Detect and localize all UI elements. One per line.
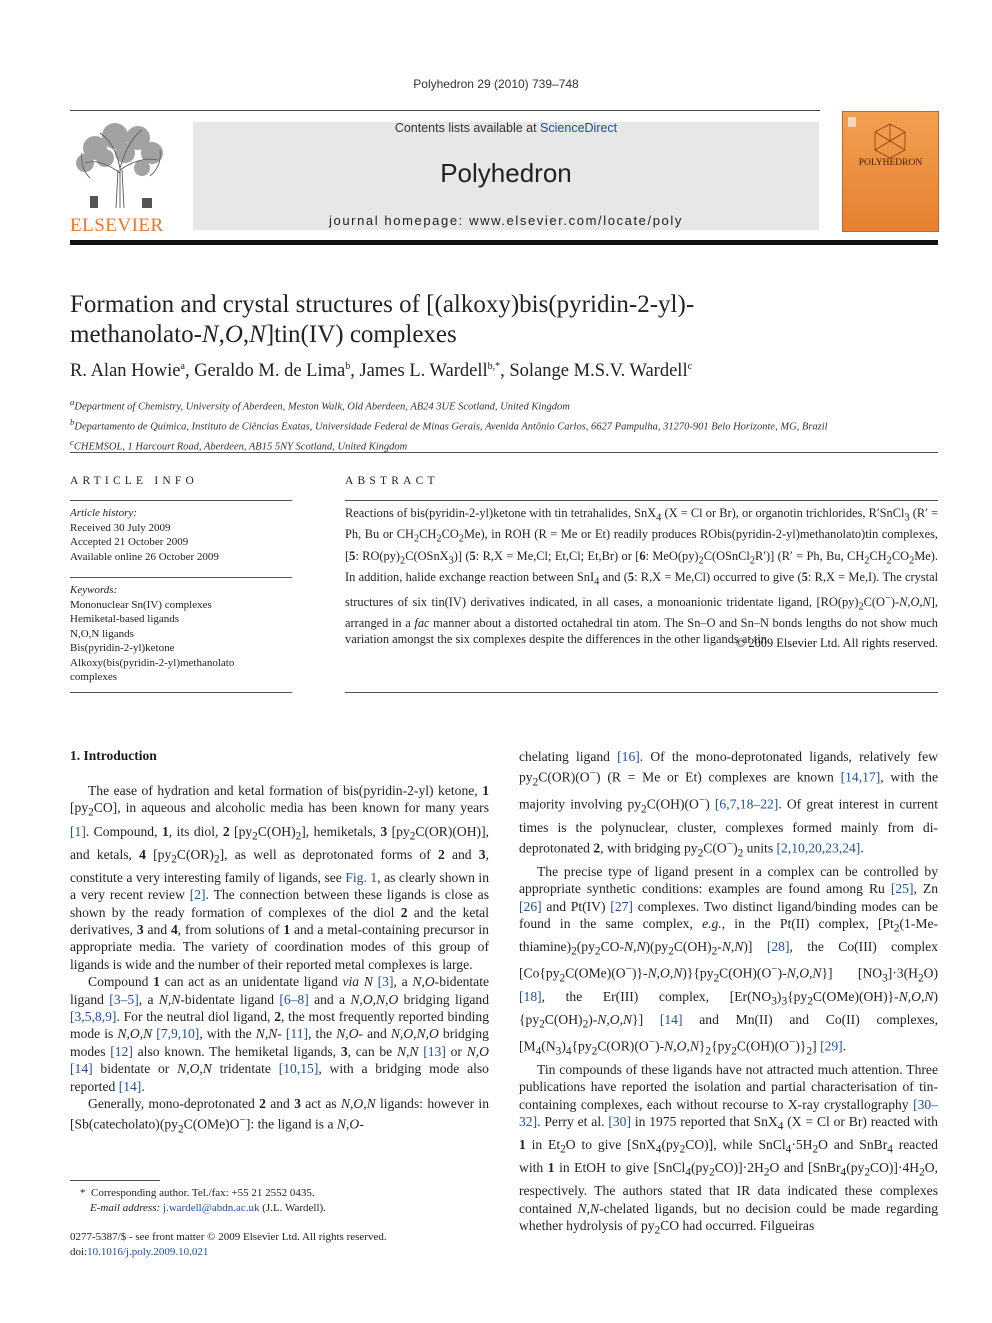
abstract-bottom-rule	[345, 692, 938, 693]
citation-link[interactable]: [28]	[766, 939, 790, 955]
citation-link[interactable]: [3–5]	[109, 991, 139, 1007]
citation-link[interactable]: [25]	[890, 881, 914, 897]
citation-link[interactable]: [18]	[519, 988, 542, 1004]
keyword: Hemiketal-based ligands	[70, 613, 180, 625]
intro-column-left	[70, 782, 489, 1139]
citation-link[interactable]: [14]	[659, 1012, 683, 1028]
paragraph: The precise type of ligand present in a complex can be controlled by appropriate synthetic conditions: examples are found among Ru [25], Zn [26] and Pt(IV) [27] complexes. Two distinct ligand/binding modes can be found in the same complex, e.g., in the Pt(II) complex, $[Pt_2(1-Me-thiamine)_2(py_2CO-N,N)(py_2C(OH)_2-N,N)]$ [28], the Co(III) complex $[Co\{py_2C(OMe)(O^-)\}-N,O,N)\}\{py_2C(OH)(O^-)-N,O,N\}$] $[NO_3]\cdot 3(H_2O)$ [18], the Er(III) complex, $[Er(NO_3)_3\{py_2C(OMe)(OH)\}-N,O,N)\{py_2C(OH)_2)-N,O,N$}] [14] and Mn(II) and Co(II) complexes, $[M_4(N_3)_4\{py_2C(OR)(O^-)-N,O,N\}_2\{py_2C(OH)(O^-)\}_2]$ [29].	[519, 863, 939, 1058]
article-info-heading: ARTICLE INFO	[70, 475, 198, 487]
section-heading-introduction: 1. Introduction	[70, 748, 157, 763]
keyword: Mononuclear Sn(IV) complexes	[70, 598, 212, 611]
keyword: Alkoxy(bis(pyridin-2-yl)methanolato	[70, 656, 235, 669]
paragraph: Tin compounds of these ligands have not attracted much attention. Three publications have reported the isolation and partial characterisation of tin-containing complexes, each without recourse to X-ray crystallography [30–32]. Perry et al. [30] in 1975 reported that SnX$_4$ (X = Cl or Br) reacted with 1 in $Et_2O$ to give $[SnX_4(py_2CO)]$, while $SnCl_4\cdot 5H_2O$ and SnBr$_4$ reacted with 1 in EtOH to give $[SnCl_4(py_2CO)]\cdot 2H_2O$ and $[SnBr_4(py_2CO)]\cdot 4H_2O$, respectively. The authors stated that IR data indicated these complexes contained N,N-chelated ligands, but no decision could be made regarding whether hydrolysis of $py_2CO$ had occurred. Filgueiras	[519, 1061, 938, 1237]
affiliation: $^a$Department of Chemistry, University of Aberdeen, Meston Walk, Old Aberdeen, AB24 3UE Scotland, United Kingdom	[70, 397, 570, 413]
journal-cover[interactable]	[842, 111, 939, 232]
citation-link[interactable]: [2]	[189, 887, 206, 903]
journal-name[interactable]: Polyhedron	[440, 158, 572, 188]
header-top-rule	[70, 110, 820, 111]
paragraph: Generally, mono-deprotonated 2 and 3 act as N,O,N ligands: however in [$Sb(catecholato)(py_2C(OMe)O^-]$: the ligand is a N,O-	[70, 1096, 489, 1136]
citation-link[interactable]: [16]	[617, 749, 640, 764]
citation-link[interactable]: [1]	[70, 823, 86, 839]
polyhedron-cover-icon	[843, 112, 938, 231]
author[interactable]: Solange M.S.V. Wardell	[509, 361, 688, 382]
citation-link[interactable]: [27]	[610, 898, 633, 914]
citation-link[interactable]: [6–8]	[279, 991, 309, 1007]
footnote-corresponding: * Corresponding author. Tel./fax: +55 21 2552 0435. E-mail address: j.wardell@abdn.ac.uk (J.L. Wardell).	[80, 1187, 326, 1214]
journal-homepage[interactable]: journal homepage: www.elsevier.com/locate/poly	[329, 213, 683, 228]
citation-link[interactable]: [29]	[820, 1038, 843, 1054]
citation-link[interactable]: [14,17]	[840, 769, 881, 785]
citation-link[interactable]: [10,15]	[278, 1061, 319, 1077]
author[interactable]: Geraldo M. de Lima	[194, 361, 346, 382]
citation-link[interactable]: [6,7,18–22]	[714, 796, 779, 812]
citation-link[interactable]: [2,10,20,23,24]	[776, 840, 861, 856]
affiliation: $^c$CHEMSOL, 1 Harcourt Road, Aberdeen, AB15 5NY Scotland, United Kingdom	[70, 437, 408, 453]
paragraph: Compound 1 can act as an unidentate ligand via N [3], a N,O-bidentate ligand [3–5], a N,N-bidentate ligand [6–8] and a N,O,N,O bridging ligand [3,5,8,9]. For the neutral diol ligand, 2, the most frequently reported binding mode is N,O,N [7,9,10], with the N,N- [11], the N,O- and N,O,N,O bridging modes [12] also known. The hemiketal ligands, 3, can be N,N [13] or N,O [14] bidentate or N,O,N tridentate [10,15], with a bridging mode also reported [14].	[70, 974, 490, 1094]
contents-line: Contents lists available at ScienceDirect	[394, 121, 618, 135]
citation-link[interactable]: [7,9,10]	[156, 1026, 200, 1042]
sciencedirect-link[interactable]: ScienceDirect	[540, 121, 618, 135]
asterisk-icon: *	[80, 1187, 91, 1199]
keyword: Bis(pyridin-2-yl)ketone	[70, 642, 175, 654]
article-title: Formation and crystal structures of [(alkoxy)bis(pyridin-2-yl)- methanolato-N,O,N]tin(IV) complexes	[70, 290, 940, 350]
citation-link[interactable]: [14]	[118, 1078, 142, 1094]
info-bottom-rule	[70, 692, 292, 693]
citation-link[interactable]: [12]	[110, 1043, 133, 1059]
header-bottom-rule	[70, 240, 938, 245]
citation-link[interactable]: [11]	[285, 1026, 309, 1042]
keywords-rule	[70, 577, 292, 578]
citation-link[interactable]: [30–32]	[519, 1096, 938, 1130]
article-title-line2: methanolato-N,O,N]tin(IV) complexes	[70, 321, 457, 348]
citation-link[interactable]: [13]	[423, 1043, 446, 1059]
intro-column-right	[519, 748, 938, 1240]
article-history: Article history: Received 30 July 2009 Accepted 21 October 2009 Available online 26 October 2009	[70, 507, 219, 563]
keywords: Keywords: Mononuclear Sn(IV) complexes Hemiketal-based ligands N,O,N ligands Bis(pyridin-2-yl)ketone Alkoxy(bis(pyridin-2-yl)methanolato complexes	[70, 583, 292, 685]
elsevier-wordmark: ELSEVIER	[70, 215, 164, 236]
author[interactable]: James L. Wardell	[359, 361, 488, 382]
author-list: R. Alan Howie$^a$, Geraldo M. de Lima$^b$, James L. Wardell$^{b,*}$, Solange M.S.V. Wardell$^c$	[70, 361, 693, 382]
figure-link[interactable]: Fig. 1	[345, 869, 378, 885]
citation-link[interactable]: [30]	[608, 1114, 631, 1130]
citation-link[interactable]: [26]	[519, 898, 542, 914]
citation-link[interactable]: [14]	[70, 1061, 93, 1077]
affiliation: $^b$Departamento de Química, Instituto de Ciências Exatas, Universidade Federal de Minas Gerais, Avenida Antônio Carlos, 6627 Pampulha, 31270-901 Belo Horizonte, MG, Brazil	[70, 417, 828, 433]
copyright: © 2009 Elsevier Ltd. All rights reserved.	[735, 636, 938, 650]
citation-link[interactable]: [3]	[377, 974, 394, 990]
keyword: N,O,N ligands	[70, 627, 134, 640]
paragraph: The ease of hydration and ketal formation of bis(pyridin-2-yl) ketone, 1 $[py_2CO]$, in aqueous and alcoholic media has been known for many years [1]. Compound, 1, its diol, 2 $[py_2C(OH)_2]$, hemiketals, 3 $[py_2C(OR)(OH)]$, and ketals, 4 $[py_2C(OR)_2]$, as well as deprotonated forms of 2 and 3, constitute a very interesting family of ligands, see Fig. 1, as clearly shown in a very recent review [2]. The connection between these ligands is close as shown by the ready formation of complexes of the diol 2 and the ketal derivatives, 3 and 4, from solutions of 1 and a metal-containing precursor in appropriate media. The variety of coordination modes of this group of ligands is wide and the number of their reported metal complexes is large.	[70, 783, 490, 972]
info-rule	[70, 500, 292, 501]
paragraph: chelating ligand [16]. Of the mono-deprotonated ligands, relatively few $py_2C(OR)(O^-) (R = Me$ or Et) complexes are known [14,17], with the majority involving $py_2C(OH)(O^-)$ [6,7,18–22]. Of great interest in current times is the polynuclear, cluster, complexes formed mainly from di-deprotonated 2, with bridging $py_2C(O^-)_2$ units [2,10,20,23,24].	[519, 749, 938, 860]
email-link[interactable]: j.wardell@abdn.ac.uk	[162, 1201, 260, 1214]
abstract-heading: ABSTRACT	[345, 475, 439, 487]
keyword: complexes	[70, 671, 118, 683]
cover-title: POLYHEDRON	[858, 158, 923, 168]
author[interactable]: R. Alan Howie	[70, 361, 181, 382]
doi-link[interactable]: 10.1016/j.poly.2009.10.021	[87, 1245, 209, 1258]
front-matter: 0277-5387/$ - see front matter © 2009 Elsevier Ltd. All rights reserved. doi:10.1016/j.poly.2009.10.021	[70, 1231, 387, 1258]
abstract-rule	[345, 500, 938, 501]
abstract-body: Reactions of bis(pyridin-2-yl)ketone with tin tetrahalides, SnX$_4$ (X = Cl or Br), or organotin trichlorides, R′SnCl$_3$ (R′ = Ph, Bu or $CH_2CH_2CO_2Me$), in ROH (R = Me or Et) readily produces RObis(pyridin-2-yl)methanolato)tin complexes, [5: $RO(py)_2C(OSnX_3)$] (5: R,X = Me,Cl; Et,Cl; Et,Br) or [6: $MeO(py)_2C(OSnCl_2R')$] (R′ = Ph, Bu, $CH_2CH_2CO_2Me$). In addition, halide exchange reaction between SnI$_4$ and (5: R,X = Me,Cl) occurred to give (5: R,X = Me,I). The crystal structures of six tin(IV) derivatives indicated, in all cases, a monoanionic tridentate ligand, $[RO(py)_2C(O^-)-N,O,N]$, arranged in a fac manner about a distorted octahedral tin atom. The Sn–O and Sn–N bonds lengths do not show much variation amongst the six complexes despite the differences in the other ligands at tin.	[345, 506, 939, 647]
affiliations	[70, 395, 940, 455]
citation-link[interactable]: [3,5,8,9]	[70, 1009, 117, 1025]
footnote-rule	[70, 1180, 160, 1181]
journal-reference: Polyhedron 29 (2010) 739–748	[413, 77, 579, 91]
title-separator	[70, 452, 938, 453]
elsevier-logo[interactable]	[70, 118, 174, 236]
elsevier-tree-icon	[70, 118, 174, 210]
